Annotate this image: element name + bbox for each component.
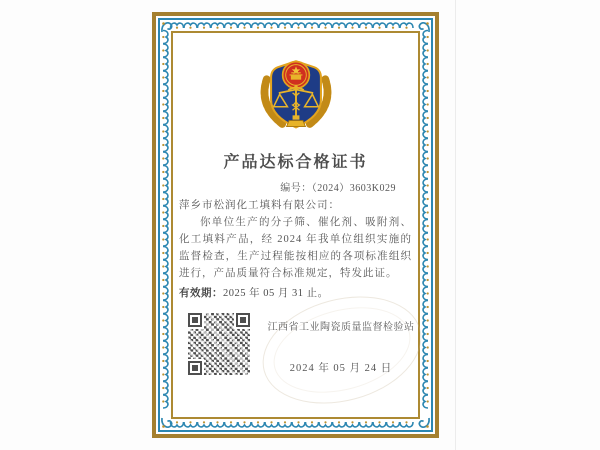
ornamental-border-frame xyxy=(158,18,433,432)
validity-label: 有效期： xyxy=(179,288,223,299)
photo-edge-shadow xyxy=(455,0,456,450)
issuer-name: 江西省工业陶瓷质量监督检验站 xyxy=(267,322,415,333)
certificate-inner-page xyxy=(171,31,420,419)
validity-value: 2025 年 05 月 31 止。 xyxy=(223,288,329,299)
certificate xyxy=(152,12,439,438)
issue-date: 2024 年 05 月 24 日 xyxy=(289,363,393,374)
qr-finder-icon xyxy=(236,313,250,327)
issuer-block xyxy=(265,318,417,375)
qr-code-icon xyxy=(188,313,250,375)
qr-finder-icon xyxy=(188,313,202,327)
certificate-body-text: 你单位生产的分子筛、催化剂、吸附剂、化工填料产品，经 2024 年我单位组织实施的监督检查，生产过程能按相应的各项标准组织进行，产品质量符合标准规定，特发此证。 xyxy=(179,217,412,279)
quality-supervision-badge-icon xyxy=(253,55,339,131)
validity-line xyxy=(173,285,418,300)
serial-number: 编号：（2024）3603K029 xyxy=(280,183,396,194)
addressee-company: 萍乡市松润化工填料有限公司： xyxy=(179,200,340,211)
qr-finder-icon xyxy=(188,361,202,375)
certificate-title: 产品达标合格证书 xyxy=(223,154,368,171)
